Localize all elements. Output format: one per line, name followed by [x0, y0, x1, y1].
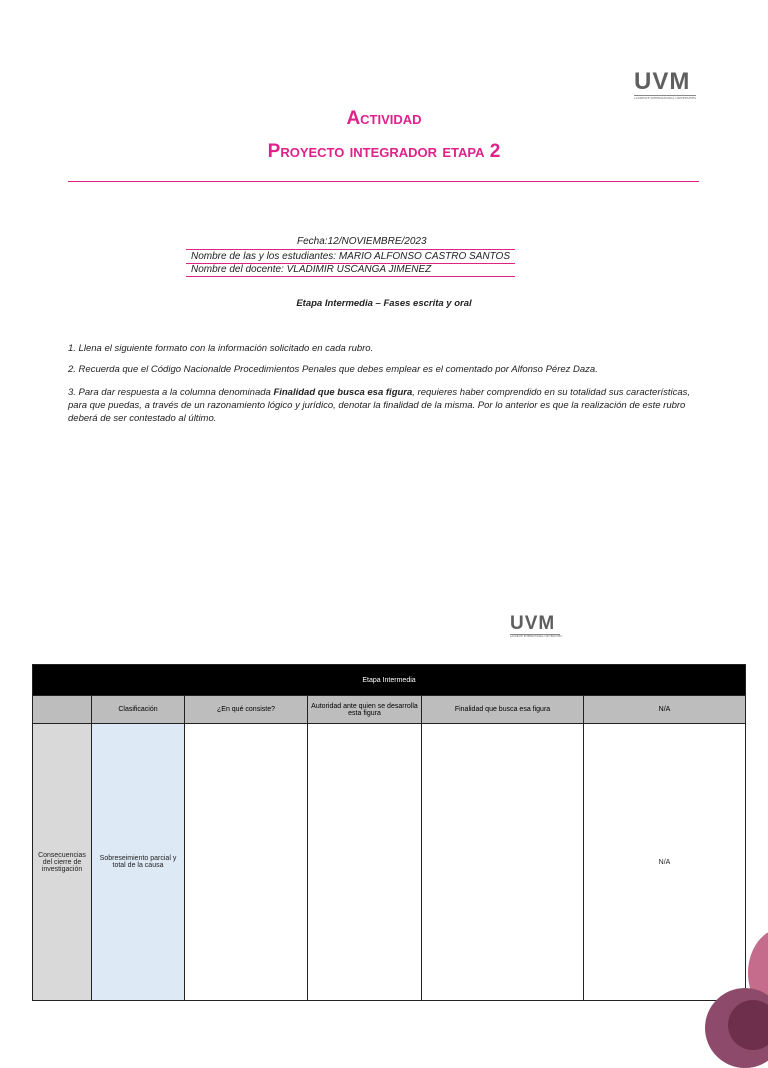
instruction-3: [68, 386, 700, 425]
column-header-finalidad: Finalidad que busca esa figura: [422, 696, 584, 724]
table-row: [33, 724, 746, 1001]
instruction-3-prefix: 3. Para dar respuesta a la columna denominada: [68, 387, 274, 398]
logo-tagline: LAUREATE INTERNATIONAL UNIVERSITIES: [510, 635, 562, 638]
column-header-blank: [33, 696, 92, 724]
clasificacion-cell: Sobreseimiento parcial y total de la causa: [92, 724, 185, 1001]
table-title: Etapa Intermedia: [33, 665, 746, 696]
fecha-underline: [186, 249, 515, 250]
fecha-field: Fecha:12/NOVIEMBRE/2023: [297, 236, 427, 247]
uvm-logo-top: [634, 70, 696, 100]
instruction-2: 2. Recuerda que el Código Nacionalde Procedimientos Penales que debes emplear es el comentado por Alfonso Pérez Daza.: [68, 364, 598, 375]
row-category-cell: Consecuencias del cierre de investigación: [33, 724, 92, 1001]
consiste-cell[interactable]: [185, 724, 308, 1001]
etapa-heading: Etapa Intermedia – Fases escrita y oral: [296, 298, 472, 309]
docente-field: Nombre del docente: VLADIMIR USCANGA JIMENEZ: [191, 264, 432, 275]
instruction-1: 1. Llena el siguiente formato con la información solicitado en cada rubro.: [68, 343, 374, 354]
logo-text: UVM: [510, 613, 556, 634]
title-divider: [68, 181, 699, 182]
instruction-3-bold: Finalidad que busca esa figura: [273, 387, 413, 398]
column-header-clasificacion: Clasificación: [92, 696, 185, 724]
column-header-consiste: ¿En qué consiste?: [185, 696, 308, 724]
instruction-3-suffix: , requieres haber comprendido en su totalidad sus características, para que puedas, a través de un razonamiento lógico y jurídico, denotar la finalidad de la misma. Por lo anterior es que la realización de este rubro deberá de ser contestado al último.: [68, 387, 691, 424]
logo-tagline: LAUREATE INTERNATIONAL UNIVERSITIES: [634, 96, 697, 100]
estudiantes-field: Nombre de las y los estudiantes: MARIO ALFONSO CASTRO SANTOS: [191, 251, 510, 262]
column-header-na: N/A: [584, 696, 746, 724]
page-title: Actividad: [346, 108, 422, 129]
logo-text: UVM: [634, 68, 691, 95]
autoridad-cell[interactable]: [308, 724, 422, 1001]
uvm-logo-bottom: [510, 614, 560, 639]
page-subtitle: Proyecto integrador etapa 2: [267, 141, 501, 162]
docente-underline: [186, 276, 515, 277]
column-header-autoridad: Autoridad ante quien se desarrolla esta figura: [308, 696, 422, 724]
finalidad-cell[interactable]: [422, 724, 584, 1001]
na-cell: N/A: [584, 724, 746, 1001]
etapa-table: [32, 664, 746, 1001]
